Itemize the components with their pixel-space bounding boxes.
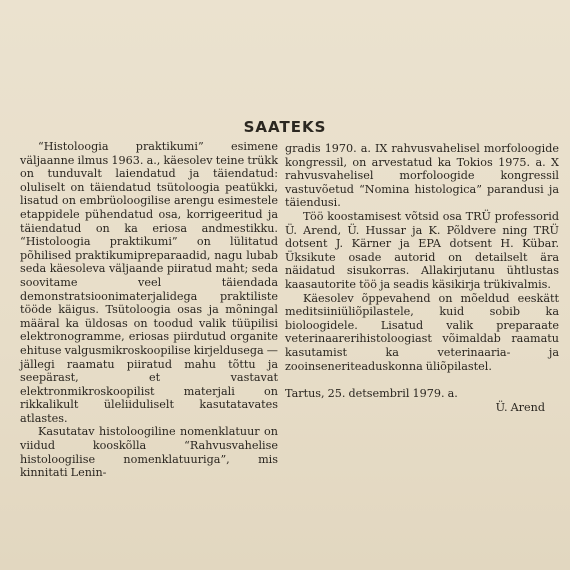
page-title: SAATEKS: [243, 118, 327, 136]
right-paragraph-3: Käesolev õppevahend on mõeldud eeskätt meditsiiniüliõpilastele, kuid sobib ka bioloogidele. Lisatud valik preparaate veterinaarerihistoloogiast võimaldab raamatu kasutamist ka veterinaaria- ja zooinseneriteaduskonna üliõpilastel.: [285, 291, 559, 373]
spacer: [285, 373, 559, 387]
left-paragraph-2: Kasutatav histoloogiline nomenklatuur on viidud kooskõlla “Rahvusvahelise histoloogilise nomenklatuuriga”, mis kinnitati Lenin-: [20, 425, 278, 480]
right-column: [285, 142, 559, 414]
left-paragraph-1: “Histoloogia praktikumi” esimene väljaanne ilmus 1963. a., käesolev teine trükk on tunduvalt laiendatud ja täiendatud: oluliselt on täiendatud tsütoloogia peatükki, lisatud on embrüoloogilise arengu esimestele etappidele pühendatud osa, korrigeeritud ja täiendatud on ka eriosa andmestikku. “Histoloogia praktikumi” on lülitatud põhilised praktikumipreparaadid, nagu lubab seda käesoleva väljaande piiratud maht; seda soovitame veel täiendada demonstratsioonimaterjalidega praktiliste tööde käigus. Tsütoloogia osas ja mõningal määral ka üldosas on toodud valik tüüpilisi elektronogramme, eriosas piirdutud organite ehituse valgusmikroskoopilise kirjeldusega — jällegi raamatu piiratud mahu tõttu ja seepärast, et vastavat elektronmikroskoopilist materjali on rikkalikult üleliiduliselt kasutatavates atlastes.: [20, 140, 278, 425]
right-paragraph-1: gradis 1970. a. IX rahvusvahelisel morfoloogide kongressil, on arvestatud ka Tokios 1975. a. X rahvusvahelisel morfoloogide kongressil vastuvõetud “Nomina histologica” parandusi ja täiendusi.: [285, 142, 559, 210]
right-paragraph-2: Töö koostamisest võtsid osa TRÜ professorid Ü. Arend, Ü. Hussar ja K. Põldvere ning TRÜ dotsent J. Kärner ja EPA dotsent H. Kübar. Üksikute osade autorid on detailselt ära näidatud sisukorras. Allakirjutanu ühtlustas kaasautorite töö ja seadis käsikirja trükivalmis.: [285, 209, 559, 291]
place-date: Tartus, 25. detsembril 1979. a.: [285, 387, 458, 401]
left-column: [20, 140, 278, 480]
signature: Ü. Arend: [495, 400, 545, 414]
